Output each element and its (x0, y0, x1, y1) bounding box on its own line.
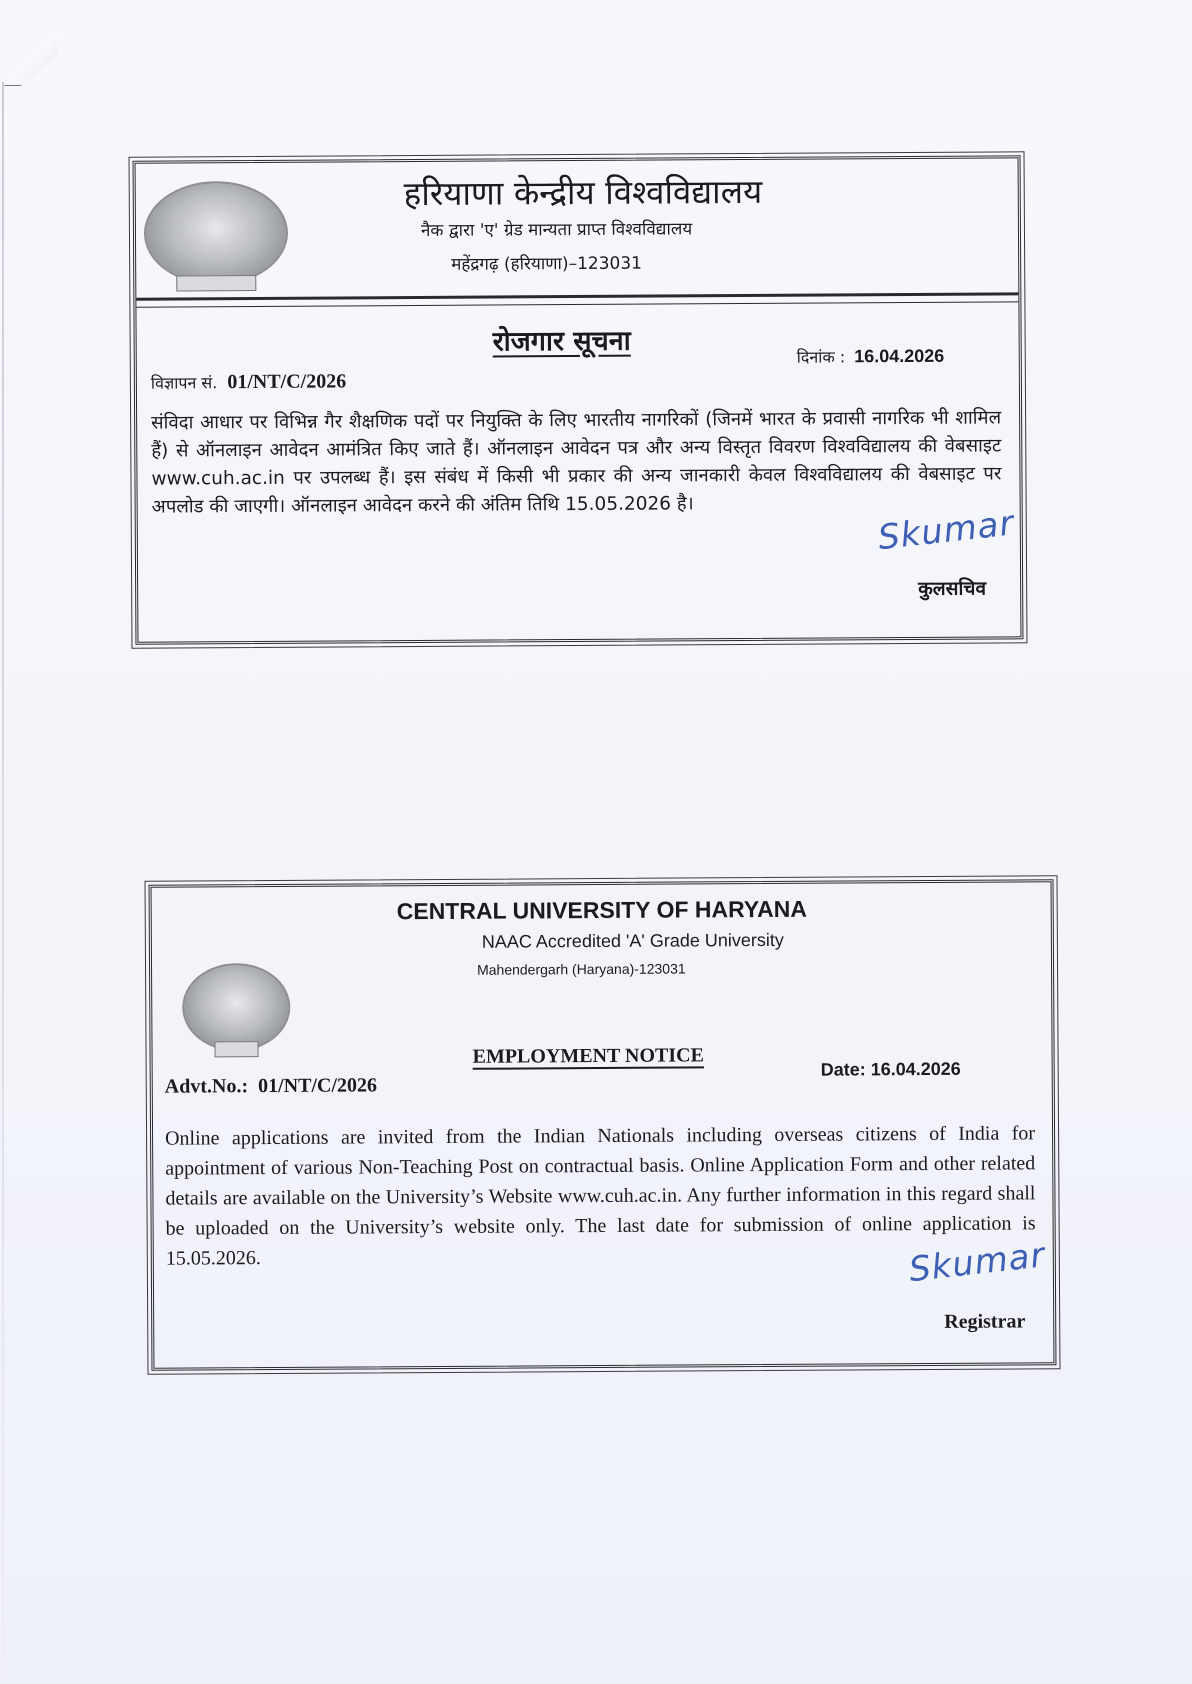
accreditation-hindi: नैक द्वारा 'ए' ग्रेड मान्यता प्राप्त विश्वविद्यालय (420, 219, 693, 241)
university-name: CENTRAL UNIVERSITY OF HARYANA (396, 895, 807, 925)
notice-title: EMPLOYMENT NOTICE (472, 1044, 704, 1068)
university-name-hindi: हरियाणा केन्द्रीय विश्वविद्यालय (403, 171, 763, 214)
page-curl (4, 30, 59, 86)
advt-number (165, 1074, 377, 1098)
english-notice-box (149, 879, 1057, 1371)
hindi-notice-box (133, 155, 1024, 644)
address: Mahendergarh (Haryana)-123031 (477, 960, 686, 978)
address-hindi: महेंद्रगढ़ (हरियाणा)–123031 (451, 253, 643, 275)
signatory: Registrar (944, 1310, 1026, 1333)
date-value: 16.04.2026 (854, 345, 945, 367)
date-hindi (797, 345, 945, 368)
signature: Skumar (876, 503, 1017, 559)
advt-label: Advt.No.: (164, 1075, 249, 1098)
advt-value: 01/NT/C/2026 (258, 1074, 378, 1098)
date (821, 1059, 961, 1081)
date-value: 16.04.2026 (870, 1058, 961, 1080)
advt-label: विज्ञापन सं. (150, 373, 218, 393)
notice-body-hindi: संविदा आधार पर विभिन्न गैर शैक्षणिक पदों पर नियुक्ति के लिए भारतीय नागरिकों (जिनमें भारत के प्रवासी नागरिक भी शामिल हैं) से ऑनलाइन आवेदन आमंत्रित किए जाते हैं। ऑनलाइन आवेदन पत्र और अन्य विस्तृत विवरण विश्वविद्यालय की वेबसाइट www.cuh.ac.in पर उपलब्ध हैं। इस संबंध में किसी भी प्रकार की अन्य जानकारी केवल विश्वविद्यालय की वेबसाइट पर अपलोड की जाएगी। ऑनलाइन आवेदन करने की अंतिम तिथि 15.05.2026 है। (151, 407, 1002, 518)
date-label: Date: (820, 1059, 866, 1080)
notice-title-hindi: रोजगार सूचना (492, 325, 631, 358)
accreditation: NAAC Accredited 'A' Grade University (481, 929, 784, 952)
signatory-hindi: कुलसचिव (918, 577, 987, 600)
date-label: दिनांक : (796, 347, 846, 367)
signature: Skumar (907, 1235, 1048, 1291)
hindi-header (136, 158, 1019, 299)
university-logo-icon (182, 963, 291, 1052)
university-logo-icon (144, 181, 289, 286)
notice-body: Online applications are invited from the Indian Nationals including overseas citizens of India for appointment of various Non-Teaching Post on contractual basis. Online Application Form and other related details are available on the University’s Website www.cuh.ac.in. Any further information in this regard shall be uploaded on the University’s website only. The last date for submission of online application is 15.05.2026. (165, 1122, 1036, 1270)
page-edge (2, 82, 4, 1682)
advt-value: 01/NT/C/2026 (227, 370, 347, 394)
advt-number-hindi (151, 370, 346, 394)
